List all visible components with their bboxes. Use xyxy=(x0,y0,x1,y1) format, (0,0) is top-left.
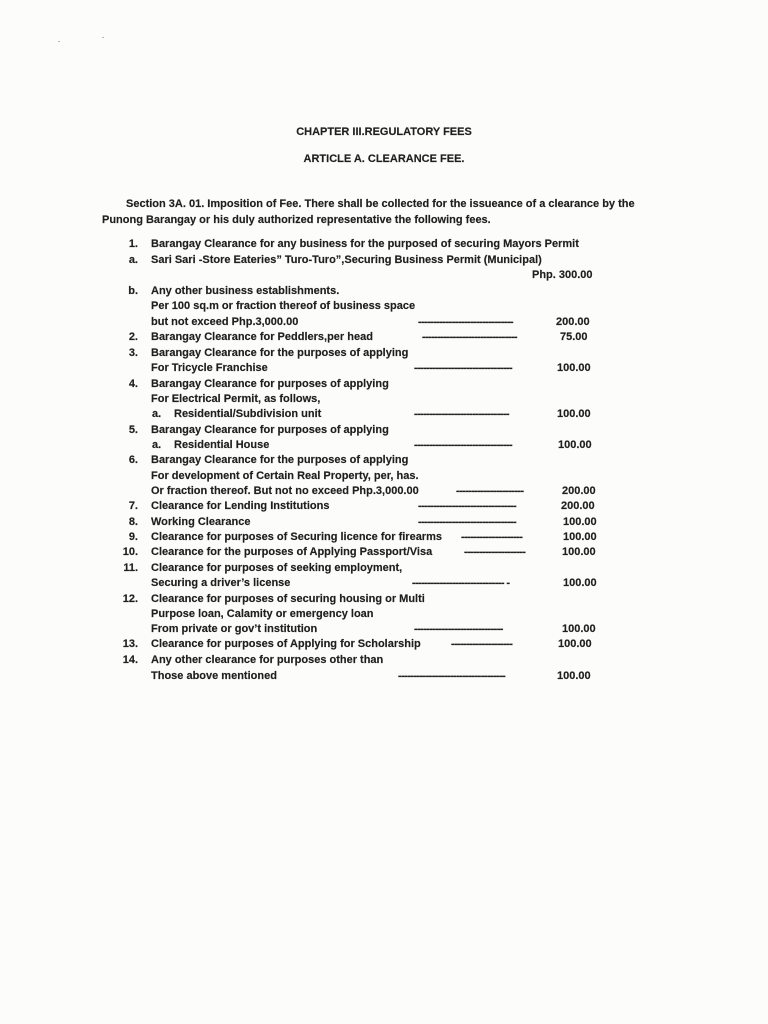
fee-amount: 75.00 xyxy=(560,331,588,343)
fee-amount: Php. 300.00 xyxy=(532,269,593,281)
item-text: Purpose loan, Calamity or emergency loan xyxy=(151,608,374,620)
dotted-leader: ------------------------------- xyxy=(414,408,509,420)
item-text: Working Clearance xyxy=(151,516,251,528)
item-text: Barangay Clearance for Peddlers,per head xyxy=(151,331,373,343)
sub-item-letter: a. xyxy=(152,408,162,420)
fee-amount: 100.00 xyxy=(563,577,597,589)
dotted-leader: ------------------------------ - xyxy=(412,577,510,589)
item-text: Any other clearance for purposes other than xyxy=(151,654,384,666)
fee-amount: 100.00 xyxy=(557,362,591,374)
fee-amount: 100.00 xyxy=(563,531,597,543)
item-text: Those above mentioned xyxy=(151,670,277,682)
fee-amount: 100.00 xyxy=(557,408,591,420)
item-text: Clearance for purposes of seeking employment, xyxy=(151,562,403,574)
item-text: For Electrical Permit, as follows, xyxy=(151,393,321,405)
dotted-leader: ----------------------------- xyxy=(414,623,503,635)
item-number: 3. xyxy=(128,347,138,359)
item-text: Per 100 sq.m or fraction thereof of business space xyxy=(151,300,416,312)
item-text: Securing a driver’s license xyxy=(151,577,291,589)
article-title: ARTICLE A. CLEARANCE FEE. xyxy=(303,153,465,165)
item-text: Residential House xyxy=(174,439,270,451)
item-number: 6. xyxy=(128,454,138,466)
fee-amount: 100.00 xyxy=(563,516,597,528)
item-number: 8. xyxy=(128,516,138,528)
item-number: 5. xyxy=(128,424,138,436)
fee-amount: 100.00 xyxy=(558,638,592,650)
fee-amount: 200.00 xyxy=(561,500,595,512)
fee-amount: 200.00 xyxy=(562,485,596,497)
dotted-leader: -------------------- xyxy=(461,531,523,543)
fee-amount: 100.00 xyxy=(557,670,591,682)
item-number: a. xyxy=(128,254,138,266)
item-text: Barangay Clearance for the purposes of applying xyxy=(151,347,409,359)
item-number: 9. xyxy=(128,531,138,543)
dotted-leader: -------------------------------- xyxy=(414,362,513,374)
fee-amount: 100.00 xyxy=(562,546,596,558)
dotted-leader: -------------------------------- xyxy=(418,500,517,512)
chapter-title: CHAPTER III.REGULATORY FEES xyxy=(296,126,472,138)
item-number: 12. xyxy=(122,593,138,605)
item-number: 13. xyxy=(122,638,138,650)
scan-speck xyxy=(58,41,60,42)
dotted-leader: -------------------------------- xyxy=(414,439,513,451)
item-text: Barangay Clearance for any business for the purposed of securing Mayors Permit xyxy=(151,238,579,250)
item-text: Or fraction thereof. But not no exceed Php.3,000.00 xyxy=(151,485,419,497)
dotted-leader: -------------------- xyxy=(451,638,513,650)
item-text: From private or gov’t institution xyxy=(151,623,318,635)
dotted-leader: -------------------- xyxy=(464,546,526,558)
item-number: 4. xyxy=(128,378,138,390)
dotted-leader: ------------------------------- xyxy=(418,316,513,328)
item-text: Clearance for purposes of securing housing or Multi xyxy=(151,593,425,605)
item-text: but not exceed Php.3,000.00 xyxy=(151,316,299,328)
item-number: 2. xyxy=(128,331,138,343)
dotted-leader: -------------------------------- xyxy=(418,516,517,528)
dotted-leader: ----------------------------------- xyxy=(398,670,506,682)
fee-amount: 100.00 xyxy=(558,439,592,451)
dotted-leader: ------------------------------- xyxy=(422,331,517,343)
item-text: For Tricycle Franchise xyxy=(151,362,268,374)
item-text: Clearance for the purposes of Applying Passport/Visa xyxy=(151,546,433,558)
item-text: Clearance for purposes of Applying for Scholarship xyxy=(151,638,421,650)
item-text: Barangay Clearance for purposes of applying xyxy=(151,424,389,436)
section-text-line-1: Section 3A. 01. Imposition of Fee. There shall be collected for the issueance of a clearance by the xyxy=(126,198,635,210)
item-text: Residential/Subdivision unit xyxy=(174,408,322,420)
dotted-leader: ---------------------- xyxy=(456,485,524,497)
item-number: 7. xyxy=(128,500,138,512)
item-number: 11. xyxy=(123,562,138,574)
fee-amount: 100.00 xyxy=(562,623,596,635)
scan-speck xyxy=(102,37,104,38)
section-text-line-2: Punong Barangay or his duly authorized representative the following fees. xyxy=(102,214,491,226)
item-number: 10. xyxy=(122,546,138,558)
item-text: Clearance for purposes of Securing licence for firearms xyxy=(151,531,442,543)
item-text: Sari Sari -Store Eateries” Turo-Turo”,Securing Business Permit (Municipal) xyxy=(151,254,542,266)
fee-amount: 200.00 xyxy=(556,316,590,328)
item-text: Any other business establishments. xyxy=(151,285,340,297)
item-text: For development of Certain Real Property, per, has. xyxy=(151,470,419,482)
item-number: b. xyxy=(128,285,138,297)
item-text: Barangay Clearance for purposes of applying xyxy=(151,378,389,390)
item-number: 1. xyxy=(128,238,138,250)
sub-item-letter: a. xyxy=(152,439,162,451)
item-number: 14. xyxy=(122,654,138,666)
item-text: Clearance for Lending Institutions xyxy=(151,500,330,512)
item-text: Barangay Clearance for the purposes of applying xyxy=(151,454,409,466)
